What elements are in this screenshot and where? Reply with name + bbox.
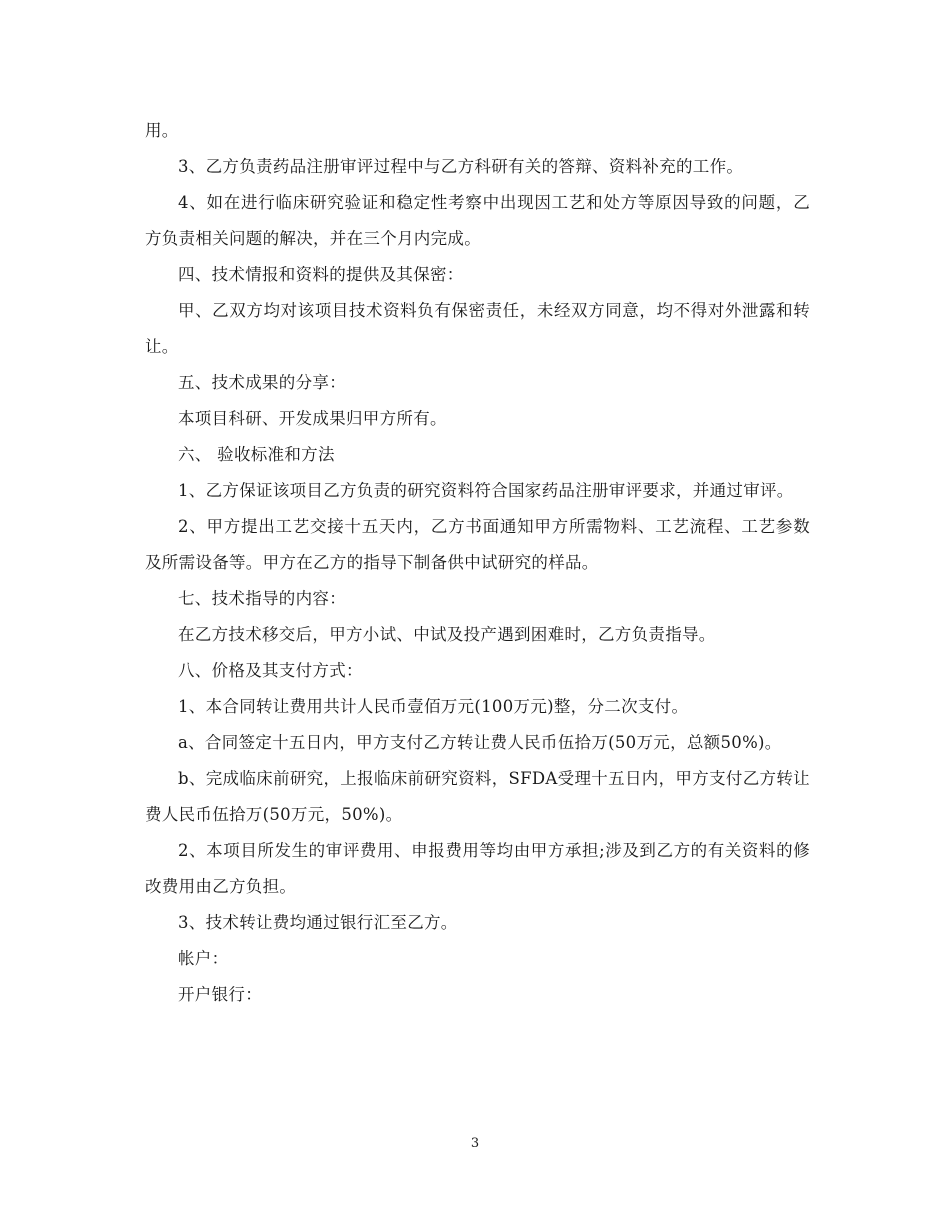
section-heading-4-confidentiality: 四、技术情报和资料的提供及其保密： xyxy=(178,265,464,284)
paragraph-payment-1: 1、本合同转让费用共计人民币壹佰万元(100万元)整，分二次支付。 xyxy=(178,697,689,716)
section-heading-6-acceptance: 六、 验收标准和方法 xyxy=(178,445,335,464)
paragraph-continuation: 用。 xyxy=(145,121,179,140)
paragraph-acceptance-2: 2、甲方提出工艺交接十五天内，乙方书面通知甲方所需物料、工艺流程、工艺参数及所需设备等。甲方在乙方的指导下制备供中试研究的样品。 xyxy=(145,517,810,572)
paragraph-confidentiality: 甲、乙双方均对该项目技术资料负有保密责任，未经双方同意，均不得对外泄露和转让。 xyxy=(145,301,810,356)
field-bank: 开户银行： xyxy=(178,985,262,1004)
paragraph-results-ownership: 本项目科研、开发成果归甲方所有。 xyxy=(178,409,447,428)
paragraph-guidance: 在乙方技术移交后，甲方小试、中试及投产遇到困难时，乙方负责指导。 xyxy=(178,625,716,644)
section-heading-5-results: 五、技术成果的分享： xyxy=(178,373,346,392)
paragraph-payment-3: 3、技术转让费均通过银行汇至乙方。 xyxy=(178,913,458,932)
page-number: 3 xyxy=(470,1136,480,1151)
section-heading-7-guidance: 七、技术指导的内容： xyxy=(178,589,346,608)
field-account: 帐户： xyxy=(178,949,229,968)
paragraph-clause-3-registration: 3、乙方负责药品注册审评过程中与乙方科研有关的答辩、资料补充的工作。 xyxy=(178,157,744,176)
paragraph-payment-b: b、完成临床前研究，上报临床前研究资料，SFDA受理十五日内，甲方支付乙方转让费人民币伍拾万(50万元，50%)。 xyxy=(145,769,810,824)
document-body xyxy=(145,113,810,1013)
paragraph-payment-2: 2、本项目所发生的审评费用、申报费用等均由甲方承担;涉及到乙方的有关资料的修改费用由乙方负担。 xyxy=(145,841,810,896)
paragraph-payment-a: a、合同签定十五日内，甲方支付乙方转让费人民币伍拾万(50万元，总额50%)。 xyxy=(178,733,782,752)
paragraph-clause-4-clinical: 4、如在进行临床研究验证和稳定性考察中出现因工艺和处方等原因导致的问题，乙方负责相关问题的解决，并在三个月内完成。 xyxy=(145,193,810,248)
section-heading-8-payment: 八、价格及其支付方式： xyxy=(178,661,363,680)
paragraph-acceptance-1: 1、乙方保证该项目乙方负责的研究资料符合国家药品注册审评要求，并通过审评。 xyxy=(178,481,794,500)
